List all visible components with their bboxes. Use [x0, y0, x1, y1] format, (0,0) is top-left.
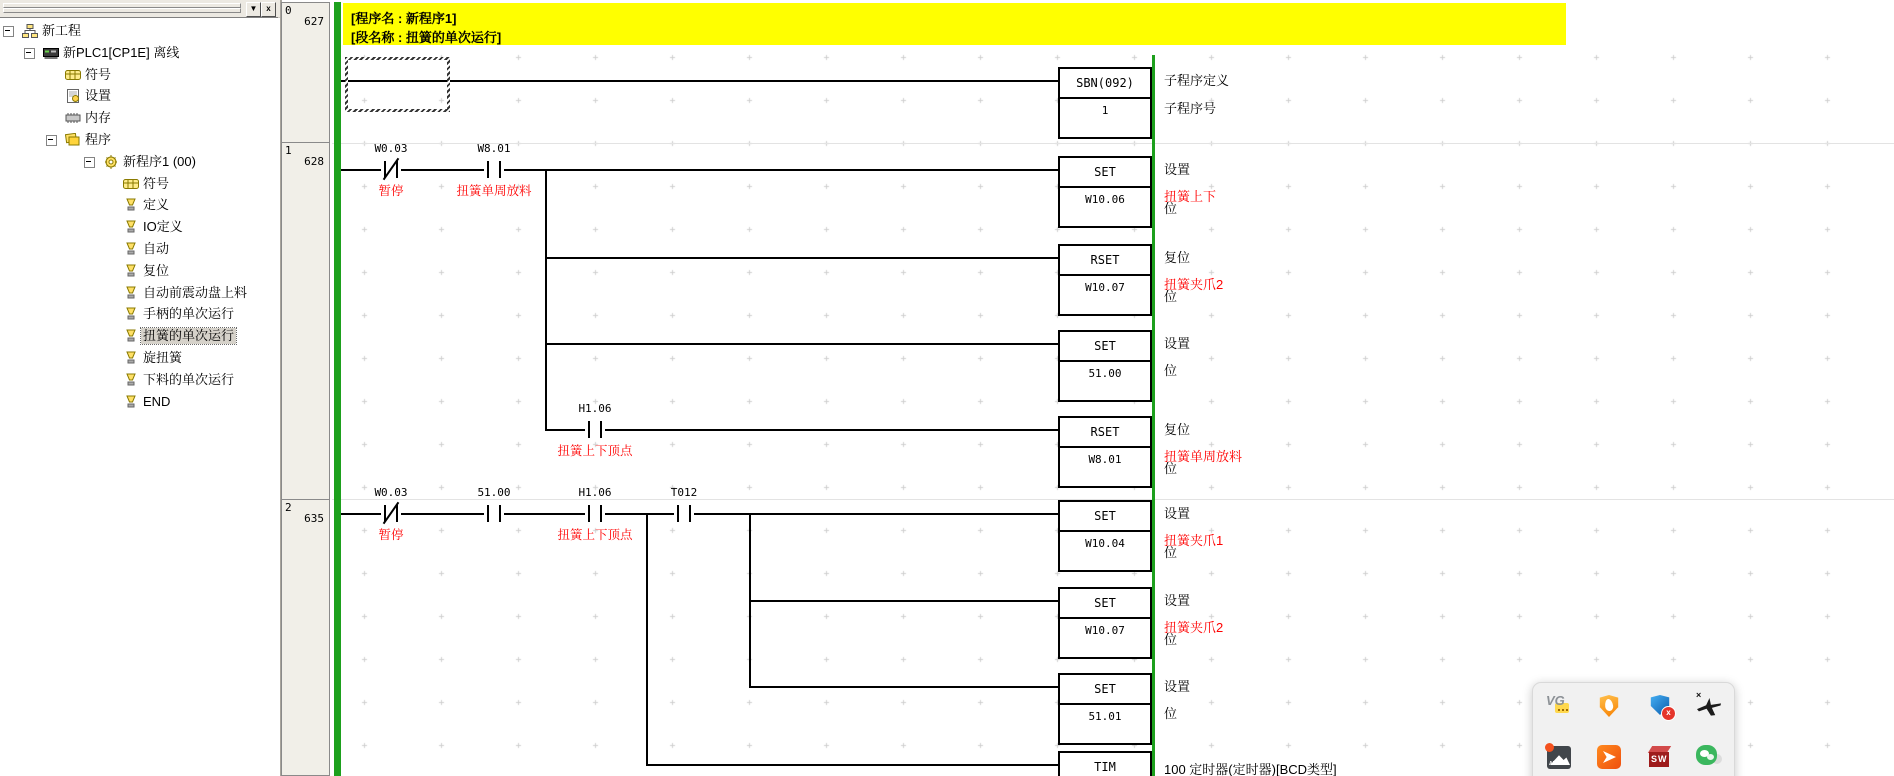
tree-item-label[interactable]: 新工程 — [42, 23, 82, 38]
block-name: SET — [1060, 502, 1150, 532]
section-icon — [123, 220, 139, 234]
pane-title-bar[interactable] — [0, 0, 280, 18]
instruction-comment: 设置 — [1164, 593, 1191, 608]
section-name-text: [段名称 : 扭簧的单次运行] — [351, 30, 502, 45]
ladder-cursor-cell[interactable] — [345, 57, 450, 112]
symbol-comment: 扭簧单周放料 — [1164, 449, 1243, 464]
bit-comment: 位 — [1164, 545, 1178, 560]
tree-expander-icon[interactable] — [46, 135, 57, 146]
tree-item-label[interactable]: 符号 — [143, 176, 170, 191]
tree-expander-icon[interactable] — [84, 157, 95, 168]
rung-step-number: 627 — [304, 15, 324, 28]
block-operand: W10.04 — [1085, 537, 1125, 550]
contact-symbol-comment: 扭簧上下顶点 — [557, 528, 633, 542]
symbols-icon — [123, 177, 139, 191]
symbol-comment: 扭簧夹爪2 — [1164, 277, 1224, 292]
tree-item-label[interactable]: 扭簧的单次运行 — [143, 328, 235, 343]
contact-operand: H1.06 — [578, 402, 612, 415]
system-tray-flyout — [1532, 682, 1735, 776]
tree-item-label[interactable]: 复位 — [143, 263, 170, 278]
instruction-block-set[interactable] — [1058, 587, 1152, 659]
tree-item-label[interactable]: 定义 — [143, 197, 170, 212]
operand-comment: 子程序号 — [1164, 101, 1217, 116]
wire — [749, 600, 1058, 602]
bit-comment: 位 — [1164, 706, 1178, 721]
wire — [545, 257, 1058, 259]
block-name: SET — [1060, 332, 1150, 362]
block-name: SET — [1060, 675, 1150, 705]
instruction-block-sbn[interactable] — [1058, 67, 1152, 139]
symbol-comment: 扭簧夹爪2 — [1164, 620, 1224, 635]
tree-expander-icon[interactable] — [24, 48, 35, 59]
pane-dropdown-button[interactable]: ▼ — [246, 2, 261, 17]
contact-operand: T012 — [670, 486, 698, 499]
wire — [545, 343, 1058, 345]
contact-nc[interactable] — [341, 142, 441, 198]
plc-icon — [43, 46, 59, 60]
wire — [749, 686, 1058, 688]
section-icon — [123, 264, 139, 278]
contact-symbol-comment: 扭簧单周放料 — [456, 184, 532, 198]
rung-number-cell[interactable] — [281, 2, 330, 143]
block-operand: W10.06 — [1085, 193, 1125, 206]
contact-no[interactable] — [634, 486, 734, 542]
defender-alert-icon[interactable] — [1647, 693, 1673, 719]
contact-operand: H1.06 — [578, 486, 612, 499]
tree-item-label[interactable]: 自动前震动盘上料 — [143, 285, 248, 300]
contact-operand: W8.01 — [477, 142, 511, 155]
settings-icon — [65, 89, 81, 103]
solidworks-text: SW — [1651, 754, 1668, 764]
rung-index: 1 — [285, 144, 292, 157]
huorong-shield-icon[interactable] — [1596, 693, 1622, 719]
tree-item-label[interactable]: 设置 — [85, 88, 112, 103]
wechat-icon[interactable] — [1696, 744, 1722, 770]
instruction-comment: 复位 — [1164, 422, 1191, 437]
branch-wire — [545, 169, 547, 431]
section-icon — [123, 373, 139, 387]
screen-recorder-icon[interactable] — [1596, 744, 1622, 770]
block-name: SET — [1060, 589, 1150, 619]
timer-comment: 100 定时器(定时器)[BCD类型] — [1164, 762, 1337, 776]
block-operand: 1 — [1101, 104, 1109, 117]
tree-item-label[interactable]: 内存 — [85, 110, 112, 125]
tree-item-label[interactable]: 新PLC1[CP1E] 离线 — [63, 45, 180, 60]
photo-tool-text: ABA — [1549, 761, 1560, 767]
programs-icon — [65, 133, 81, 147]
memory-icon — [65, 111, 81, 125]
instruction-block-rset[interactable] — [1058, 416, 1152, 488]
program-name-text: [程序名 : 新程序1] — [351, 11, 457, 26]
black-bird-icon[interactable]: × — [1696, 693, 1722, 719]
vg-logo-text: VG — [1546, 693, 1565, 708]
instruction-comment: 设置 — [1164, 336, 1191, 351]
instruction-comment: 设置 — [1164, 162, 1191, 177]
section-icon — [123, 242, 139, 256]
left-power-rail — [334, 2, 341, 776]
photo-tool-icon[interactable] — [1546, 744, 1572, 770]
symbol-comment: 扭簧夹爪1 — [1164, 533, 1224, 548]
section-icon — [123, 286, 139, 300]
instruction-block-set[interactable] — [1058, 330, 1152, 402]
project-icon — [22, 24, 38, 38]
instruction-comment: 设置 — [1164, 506, 1191, 521]
alert-badge: x — [1661, 706, 1676, 721]
tree-item-label[interactable]: 手柄的单次运行 — [143, 306, 235, 321]
pane-close-button[interactable]: x — [261, 2, 276, 17]
rung-step-number: 628 — [304, 155, 324, 168]
project-tree-pane — [0, 0, 282, 776]
rung-index: 0 — [285, 4, 292, 17]
instruction-block-tim[interactable] — [1058, 751, 1152, 776]
tree-item-label[interactable]: 符号 — [85, 67, 112, 82]
symbol-comment: 扭簧上下 — [1164, 189, 1217, 204]
tree-item-label[interactable]: 程序 — [85, 132, 112, 147]
contact-no[interactable] — [444, 486, 544, 542]
section-icon — [123, 329, 139, 343]
contact-operand: W0.03 — [374, 486, 408, 499]
bit-comment: 位 — [1164, 363, 1178, 378]
block-name: RSET — [1060, 418, 1150, 448]
block-name: RSET — [1060, 246, 1150, 276]
block-operand: 51.00 — [1088, 367, 1122, 380]
block-operand: W8.01 — [1088, 453, 1122, 466]
contact-symbol-comment: 暂停 — [378, 528, 404, 542]
rung-comment-header[interactable] — [343, 3, 1566, 45]
block-operand: W10.07 — [1085, 281, 1125, 294]
rung-number-cell[interactable] — [281, 499, 330, 776]
block-operand: 51.01 — [1088, 710, 1122, 723]
contact-no[interactable] — [545, 402, 645, 458]
contact-symbol-comment: 扭簧上下顶点 — [557, 444, 633, 458]
block-name: SET — [1060, 158, 1150, 188]
tree-item-label[interactable]: 下料的单次运行 — [143, 372, 235, 387]
tree-item-label[interactable]: 自动 — [143, 241, 170, 256]
section-icon — [123, 307, 139, 321]
project-tree — [0, 17, 278, 776]
instruction-comment: 子程序定义 — [1164, 73, 1230, 88]
tree-expander-icon[interactable] — [3, 26, 14, 37]
instruction-block-set[interactable] — [1058, 500, 1152, 572]
tree-item-label[interactable]: 旋扭簧 — [143, 350, 183, 365]
contact-no[interactable] — [545, 486, 645, 542]
section-icon — [123, 351, 139, 365]
pane-gripper[interactable] — [3, 8, 241, 13]
block-operand: W10.07 — [1085, 624, 1125, 637]
solidworks-icon[interactable] — [1647, 744, 1673, 770]
block-name: SBN(092) — [1060, 69, 1150, 99]
contact-symbol-comment: 暂停 — [378, 184, 404, 198]
tree-item-label[interactable]: 新程序1 (00) — [123, 154, 196, 169]
bit-comment: 位 — [1164, 461, 1178, 476]
program-icon — [103, 155, 119, 169]
block-name: TIM — [1060, 753, 1150, 776]
tree-item-label[interactable]: IO定义 — [143, 219, 183, 234]
instruction-block-set[interactable] — [1058, 156, 1152, 228]
rung-number-cell[interactable] — [281, 142, 330, 500]
contact-operand: W0.03 — [374, 142, 408, 155]
rung-separator — [332, 143, 1894, 144]
bit-comment: 位 — [1164, 289, 1178, 304]
contact-operand: 51.00 — [477, 486, 511, 499]
instruction-comment: 复位 — [1164, 250, 1191, 265]
rung-index: 2 — [285, 501, 292, 514]
branch-wire — [749, 513, 751, 688]
right-power-rail — [1152, 55, 1155, 776]
instruction-comment: 设置 — [1164, 679, 1191, 694]
bit-comment: 位 — [1164, 201, 1178, 216]
rung-step-number: 635 — [304, 512, 324, 525]
contact-no[interactable] — [444, 142, 544, 198]
symbols-icon — [65, 68, 81, 82]
contact-nc[interactable] — [341, 486, 441, 542]
section-icon — [123, 395, 139, 409]
branch-wire — [646, 513, 648, 766]
instruction-block-set[interactable] — [1058, 673, 1152, 745]
bit-comment: 位 — [1164, 632, 1178, 647]
section-icon — [123, 198, 139, 212]
vg-logo-icon[interactable] — [1546, 693, 1572, 719]
tree-item-label[interactable]: END — [143, 394, 171, 409]
wire — [646, 764, 1058, 766]
instruction-block-rset[interactable] — [1058, 244, 1152, 316]
